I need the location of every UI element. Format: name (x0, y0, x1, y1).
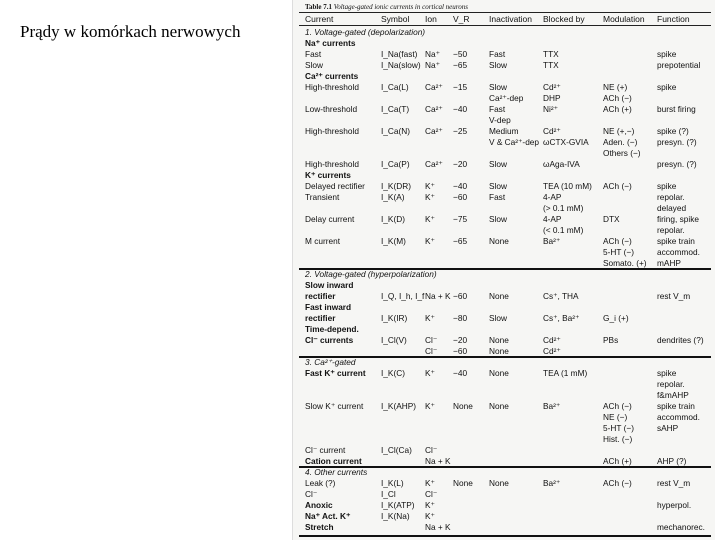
table-cell: I_Cl(V) (381, 335, 407, 345)
table-cell: TEA (1 mM) (543, 368, 588, 378)
table-cell: Ca²⁺ (425, 82, 443, 92)
table-cell: −25 (453, 126, 468, 136)
table-cell: Na⁺ currents (305, 38, 356, 48)
table-cell: −60 (453, 346, 468, 356)
table-cell: K⁺ (425, 214, 435, 224)
table-cell: DTX (603, 214, 620, 224)
table-cell: 5-HT (−) (603, 247, 634, 257)
table-cell: DHP (543, 93, 561, 103)
table-cell: None (489, 401, 509, 411)
table-cell: K⁺ (425, 236, 435, 246)
table-cell: I_K(D) (381, 214, 405, 224)
table-cell: TEA (10 mM) (543, 181, 592, 191)
table-cell: I_K(Na) (381, 511, 410, 521)
table-cell: K⁺ (425, 401, 435, 411)
table-cell: I_K(C) (381, 368, 405, 378)
table-cell: None (489, 335, 509, 345)
column-header: V_R (453, 14, 470, 24)
table-cell: Na⁺ Act. K⁺ (305, 511, 351, 521)
table-cell: None (489, 478, 509, 488)
table-cell: Low-threshold (305, 104, 358, 114)
table-cell: I_Cl(Ca) (381, 445, 412, 455)
table-row (293, 522, 715, 534)
table-cell: ωCTX-GVIA (543, 137, 589, 147)
table-cell: rectifier (305, 291, 336, 301)
table-cell: hyperpol. (657, 500, 692, 510)
table-caption (305, 3, 468, 11)
table-cell: High-threshold (305, 159, 359, 169)
table-cell: rest V_m (657, 478, 691, 488)
table-cell: Ba²⁺ (543, 401, 561, 411)
table-cell: ωAga-IVA (543, 159, 580, 169)
table-cell: Cation current (305, 456, 362, 466)
table-cell: ACh (+) (603, 104, 632, 114)
table-cell: K⁺ (425, 500, 435, 510)
table-cell: Cd²⁺ (543, 346, 561, 356)
table-cell: −40 (453, 104, 468, 114)
table-cell: rest V_m (657, 291, 691, 301)
column-header: Function (657, 14, 690, 24)
table-cell: 4-AP (543, 192, 562, 202)
table-cell: Somato. (+) (603, 258, 647, 268)
table-cell: Transient (305, 192, 340, 202)
table-cell: Hist. (−) (603, 434, 633, 444)
table-cell: K⁺ (425, 368, 435, 378)
table-cell: spike (657, 82, 677, 92)
bottom-rule (299, 535, 711, 537)
table-caption-text: Voltage-gated ionic currents in cortical neurons (333, 3, 468, 11)
column-header: Ion (425, 14, 437, 24)
table-cell: Na + K (425, 456, 451, 466)
table-cell: Fast (489, 49, 506, 59)
table-cell: Cl⁻ (425, 346, 438, 356)
table-cell: NE (+) (603, 82, 628, 92)
table-cell: presyn. (?) (657, 137, 697, 147)
column-header: Blocked by (543, 14, 585, 24)
table-cell: K⁺ (425, 192, 435, 202)
table-cell: V & Ca²⁺-dep (489, 137, 540, 147)
table-cell: None (489, 346, 509, 356)
table-cell: −40 (453, 181, 468, 191)
table-cell: High-threshold (305, 126, 359, 136)
table-cell: I_K(L) (381, 478, 404, 488)
table-cell: −15 (453, 82, 468, 92)
table-cell: Medium (489, 126, 519, 136)
table-cell: accommod. (657, 412, 700, 422)
table-cell: Aden. (−) (603, 137, 638, 147)
column-header: Current (305, 14, 334, 24)
table-cell: TTX (543, 60, 559, 70)
table-cell: Cd²⁺ (543, 126, 561, 136)
table-cell: Ni²⁺ (543, 104, 558, 114)
table-cell: G_i (+) (603, 313, 629, 323)
table-cell: None (453, 401, 473, 411)
table-cell: I_K(M) (381, 236, 406, 246)
table-cell: Slow (305, 60, 323, 70)
table-cell: Ca²⁺ (425, 159, 443, 169)
table-cell: I_Ca(N) (381, 126, 411, 136)
table-cell: Cs⁺, Ba²⁺ (543, 313, 580, 323)
slide-title: Prądy w komórkach nerwowych (20, 22, 241, 41)
table-cell: (> 0.1 mM) (543, 203, 584, 213)
table-cell: Na⁺ (425, 49, 440, 59)
table-cell: −50 (453, 49, 468, 59)
table-cell: rectifier (305, 313, 336, 323)
column-header: Modulation (603, 14, 645, 24)
table-cell: −20 (453, 159, 468, 169)
table-cell: accommod. (657, 247, 700, 257)
table-cell: ACh (−) (603, 401, 632, 411)
table-cell: spike (657, 181, 677, 191)
table-cell: prepotential (657, 60, 701, 70)
table-cell: 5-HT (−) (603, 423, 634, 433)
table-cell: 4. Other currents (305, 467, 368, 477)
table-cell: (< 0.1 mM) (543, 225, 584, 235)
table-cell: −60 (453, 192, 468, 202)
table-cell: Ca²⁺ currents (305, 71, 359, 81)
table-cell: 2. Voltage-gated (hyperpolarization) (305, 269, 437, 279)
table-cell: I_Na(slow) (381, 60, 421, 70)
table-cell: AHP (?) (657, 456, 687, 466)
table-cell: sAHP (657, 423, 679, 433)
table-cell: ACh (−) (603, 93, 632, 103)
table-cell: ACh (+) (603, 456, 632, 466)
table-cell: Fast (305, 49, 322, 59)
table-cell: Slow (489, 82, 507, 92)
table-cell: Cs⁺, THA (543, 291, 579, 301)
table-cell: burst firing (657, 104, 696, 114)
top-rule (299, 12, 711, 13)
table-cell: −75 (453, 214, 468, 224)
table-cell: Delayed rectifier (305, 181, 365, 191)
table-cell: None (453, 478, 473, 488)
table-cell: I_Ca(P) (381, 159, 410, 169)
table-cell: spike (?) (657, 126, 689, 136)
table-cell: M current (305, 236, 341, 246)
table-cell: High-threshold (305, 82, 359, 92)
table-cell: Cd²⁺ (543, 82, 561, 92)
table-cell: Fast K⁺ current (305, 368, 366, 378)
table-cell: Stretch (305, 522, 334, 532)
table-cell: Fast (489, 192, 506, 202)
table-cell: repolar. (657, 192, 685, 202)
table-cell: Ca²⁺ (425, 126, 443, 136)
table-cell: repolar. (657, 225, 685, 235)
table-cell: Ba²⁺ (543, 478, 561, 488)
table-cell: K⁺ (425, 313, 435, 323)
table-cell: 3. Ca²⁺-gated (305, 357, 356, 367)
table-cell: I_Na(fast) (381, 49, 418, 59)
table-cell: NE (−) (603, 412, 628, 422)
table-cell: f&mAHP (657, 390, 689, 400)
table-cell: I_Ca(L) (381, 82, 409, 92)
table-cell: I_K(IR) (381, 313, 408, 323)
table-cell: I_Ca(T) (381, 104, 410, 114)
table-cell: I_K(AHP) (381, 401, 417, 411)
table-cell: −20 (453, 335, 468, 345)
table-cell: I_K(A) (381, 192, 405, 202)
table-cell: Ca²⁺ (425, 104, 443, 114)
table-cell: NE (+,−) (603, 126, 635, 136)
table-cell: ACh (−) (603, 236, 632, 246)
table-cell: K⁺ (425, 478, 435, 488)
table-cell: I_Q, I_h, I_f (381, 291, 425, 301)
table-cell: I_K(ATP) (381, 500, 415, 510)
table-cell: K⁺ (425, 511, 435, 521)
table-cell: Slow (489, 60, 507, 70)
table-cell: spike (657, 49, 677, 59)
table-cell: Leak (?) (305, 478, 336, 488)
table-number: Table 7.1 (305, 3, 332, 11)
table-cell: spike train (657, 236, 695, 246)
table-cell: Time-depend. (305, 324, 359, 334)
table-cell: Cd²⁺ (543, 335, 561, 345)
table-cell: Na⁺ (425, 60, 440, 70)
table-cell: presyn. (?) (657, 159, 697, 169)
column-header: Symbol (381, 14, 410, 24)
table-cell: ACh (−) (603, 478, 632, 488)
table-cell: −65 (453, 60, 468, 70)
table-cell: Na + K (425, 291, 451, 301)
table-cell: K⁺ (425, 181, 435, 191)
table-cell: Slow (489, 313, 507, 323)
table-cell: ACh (−) (603, 181, 632, 191)
table-cell: −40 (453, 368, 468, 378)
table-cell: None (489, 236, 509, 246)
table-cell: delayed (657, 203, 687, 213)
table-cell: Slow (489, 181, 507, 191)
table-cell: I_Cl (381, 489, 396, 499)
table-cell: None (489, 368, 509, 378)
table-cell: Fast inward (305, 302, 352, 312)
table-cell: repolar. (657, 379, 685, 389)
table-cell: Fast (489, 104, 506, 114)
table-cell: Slow (489, 214, 507, 224)
header-rule (299, 25, 711, 26)
table-cell: TTX (543, 49, 559, 59)
table-cell: −80 (453, 313, 468, 323)
table-cell: Cl⁻ current (305, 445, 346, 455)
table-cell: V-dep (489, 115, 511, 125)
table-cell: −60 (453, 291, 468, 301)
table-cell: spike (657, 368, 677, 378)
table-cell: K⁺ currents (305, 170, 351, 180)
table-cell: Na + K (425, 522, 451, 532)
scanned-table (292, 0, 715, 540)
table-cell: −65 (453, 236, 468, 246)
table-cell: Slow inward (305, 280, 354, 290)
table-cell: Slow (489, 159, 507, 169)
table-cell: I_K(DR) (381, 181, 411, 191)
table-cell: 4-AP (543, 214, 562, 224)
table-cell: Cl⁻ (425, 489, 438, 499)
table-cell: Ba²⁺ (543, 236, 561, 246)
table-cell: mechanorec. (657, 522, 705, 532)
table-cell: Cl⁻ (425, 335, 438, 345)
column-header: Inactivation (489, 14, 532, 24)
table-cell: Ca²⁺-dep (489, 93, 524, 103)
table-cell: Delay current (305, 214, 355, 224)
table-cell: PBs (603, 335, 619, 345)
table-cell: Anoxic (305, 500, 333, 510)
table-cell: spike train (657, 401, 695, 411)
table-cell: Slow K⁺ current (305, 401, 364, 411)
table-cell: Cl⁻ currents (305, 335, 354, 345)
table-cell: Cl⁻ (305, 489, 318, 499)
table-cell: dendrites (?) (657, 335, 704, 345)
table-cell: mAHP (657, 258, 681, 268)
table-cell: 1. Voltage-gated (depolarization) (305, 27, 426, 37)
table-cell: Others (−) (603, 148, 641, 158)
table-cell: None (489, 291, 509, 301)
table-cell: firing, spike (657, 214, 699, 224)
table-cell: Cl⁻ (425, 445, 438, 455)
